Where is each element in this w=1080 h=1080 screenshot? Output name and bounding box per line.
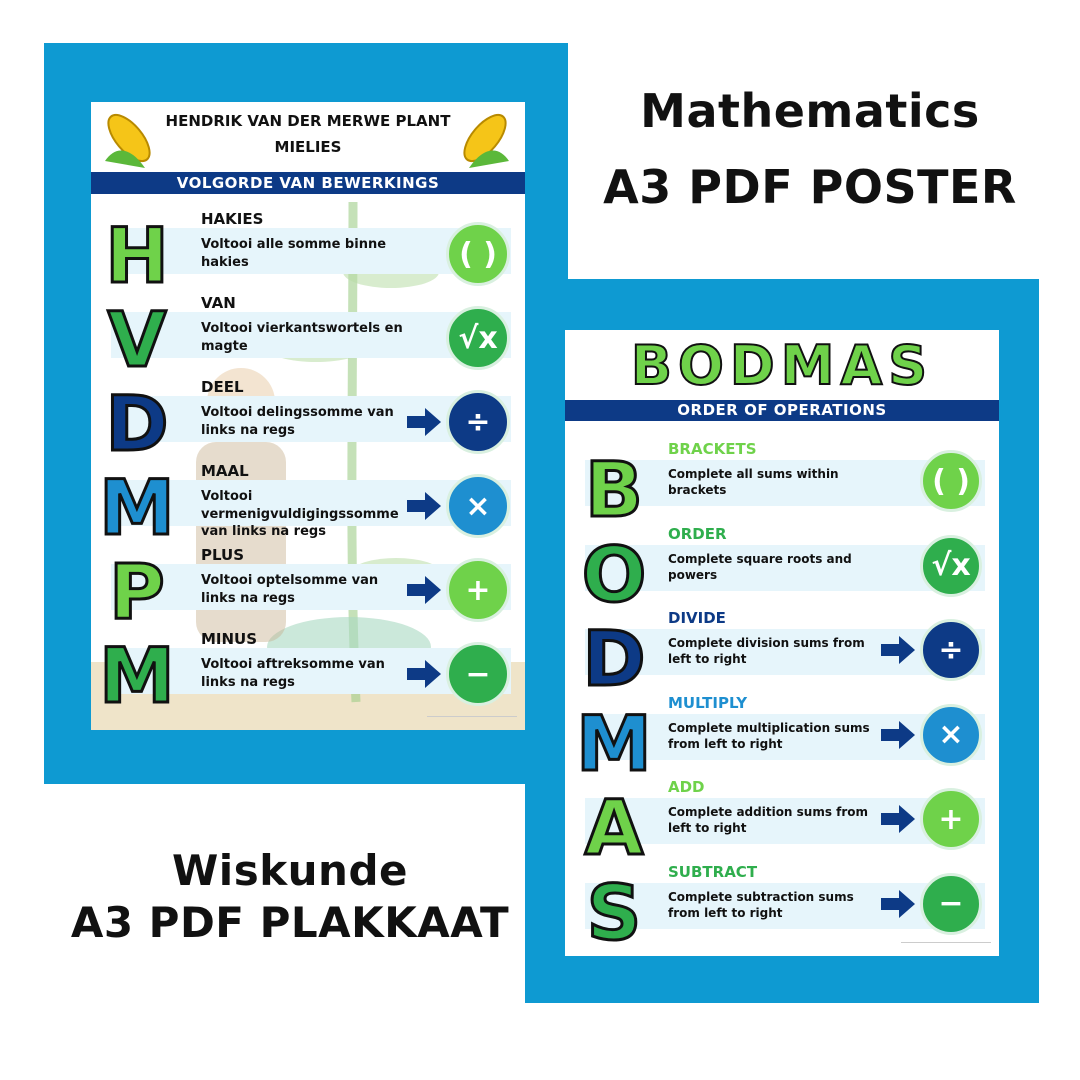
row-description: Complete square roots and powers: [668, 551, 852, 582]
row-description: Voltooi vierkantswortels en magte: [201, 321, 403, 354]
arrow-right-icon: [407, 575, 441, 605]
row-heading: DEEL: [201, 378, 244, 396]
row-description: Complete division sums from left to right: [668, 636, 865, 667]
operation-symbol-icon: ×: [446, 474, 510, 538]
acronym-letter: D: [582, 614, 646, 703]
af-poster-title-line2: MIELIES: [274, 138, 342, 156]
en-poster-title: BODMAS: [630, 334, 934, 397]
row-heading: ORDER: [668, 524, 727, 543]
row-heading: DIVIDE: [668, 609, 726, 627]
acronym-letter: H: [105, 211, 169, 300]
en-poster: [565, 330, 999, 956]
acronym-letter: D: [105, 379, 169, 468]
row-heading: MINUS: [201, 630, 258, 648]
en-poster-footer: [901, 942, 991, 951]
af-poster-footer: [427, 716, 517, 725]
acronym-letter: B: [585, 445, 643, 534]
operation-symbol-icon: −: [920, 873, 982, 935]
row-description: Voltooi aftreksomme van links na regs: [201, 657, 385, 690]
af-poster-subtitle: VOLGORDE VAN BEWERKINGS: [91, 172, 525, 194]
arrow-right-icon: [881, 804, 915, 834]
af-caption-line2: A3 PDF PLAKKAAT: [70, 898, 510, 947]
arrow-right-icon: [881, 720, 915, 750]
acronym-letter: M: [99, 463, 175, 552]
en-caption-line1: Mathematics: [640, 84, 980, 138]
row-description: Voltooi optelsomme van links na regs: [201, 573, 379, 606]
row-description: Complete addition sums from left to right: [668, 805, 869, 836]
af-poster-title-line1: HENDRIK VAN DER MERWE PLANT: [165, 112, 451, 130]
en-poster-subtitle: ORDER OF OPERATIONS: [565, 400, 999, 421]
en-caption-line2: A3 PDF POSTER: [603, 160, 1017, 214]
row-description: Voltooi alle somme binne hakies: [201, 237, 387, 270]
af-caption-line1: Wiskunde: [171, 846, 408, 895]
row-heading: HAKIES: [201, 210, 264, 228]
operation-symbol-icon: ÷: [446, 390, 510, 454]
arrow-right-icon: [881, 889, 915, 919]
acronym-letter: A: [584, 783, 644, 872]
row-heading: ADD: [668, 778, 705, 796]
operation-symbol-icon: −: [446, 642, 510, 706]
row-heading: PLUS: [201, 546, 245, 564]
operation-symbol-icon: ( ): [920, 450, 982, 512]
operation-symbol-icon: +: [446, 558, 510, 622]
acronym-letter: V: [107, 295, 167, 384]
row-description: Voltooi vermenigvuldigingssomme van links na regs: [201, 489, 399, 540]
acronym-letter: P: [109, 547, 165, 636]
acronym-letter: M: [576, 698, 652, 788]
af-poster: [91, 102, 525, 730]
row-heading: MAAL: [201, 462, 249, 480]
arrow-right-icon: [407, 407, 441, 437]
arrow-right-icon: [407, 491, 441, 521]
row-heading: VAN: [201, 294, 236, 312]
row-description: Voltooi delingssomme van links na regs: [201, 405, 394, 438]
acronym-letter: M: [99, 631, 175, 720]
row-description: Complete subtraction sums from left to right: [668, 889, 854, 920]
acronym-letter: O: [581, 529, 647, 619]
operation-symbol-icon: +: [920, 788, 982, 850]
operation-symbol-icon: ÷: [920, 619, 982, 681]
row-description: Complete multiplication sums from left to right: [668, 720, 870, 751]
row-heading: MULTIPLY: [668, 693, 748, 712]
operation-symbol-icon: ( ): [446, 222, 510, 286]
row-heading: BRACKETS: [668, 440, 757, 458]
arrow-right-icon: [881, 635, 915, 665]
operation-symbol-icon: √x: [920, 535, 982, 597]
row-description: Complete all sums within brackets: [668, 467, 839, 498]
arrow-right-icon: [407, 659, 441, 689]
row-heading: SUBTRACT: [668, 862, 758, 881]
acronym-letter: S: [586, 867, 642, 956]
operation-symbol-icon: ×: [920, 704, 982, 766]
operation-symbol-icon: √x: [446, 306, 510, 370]
